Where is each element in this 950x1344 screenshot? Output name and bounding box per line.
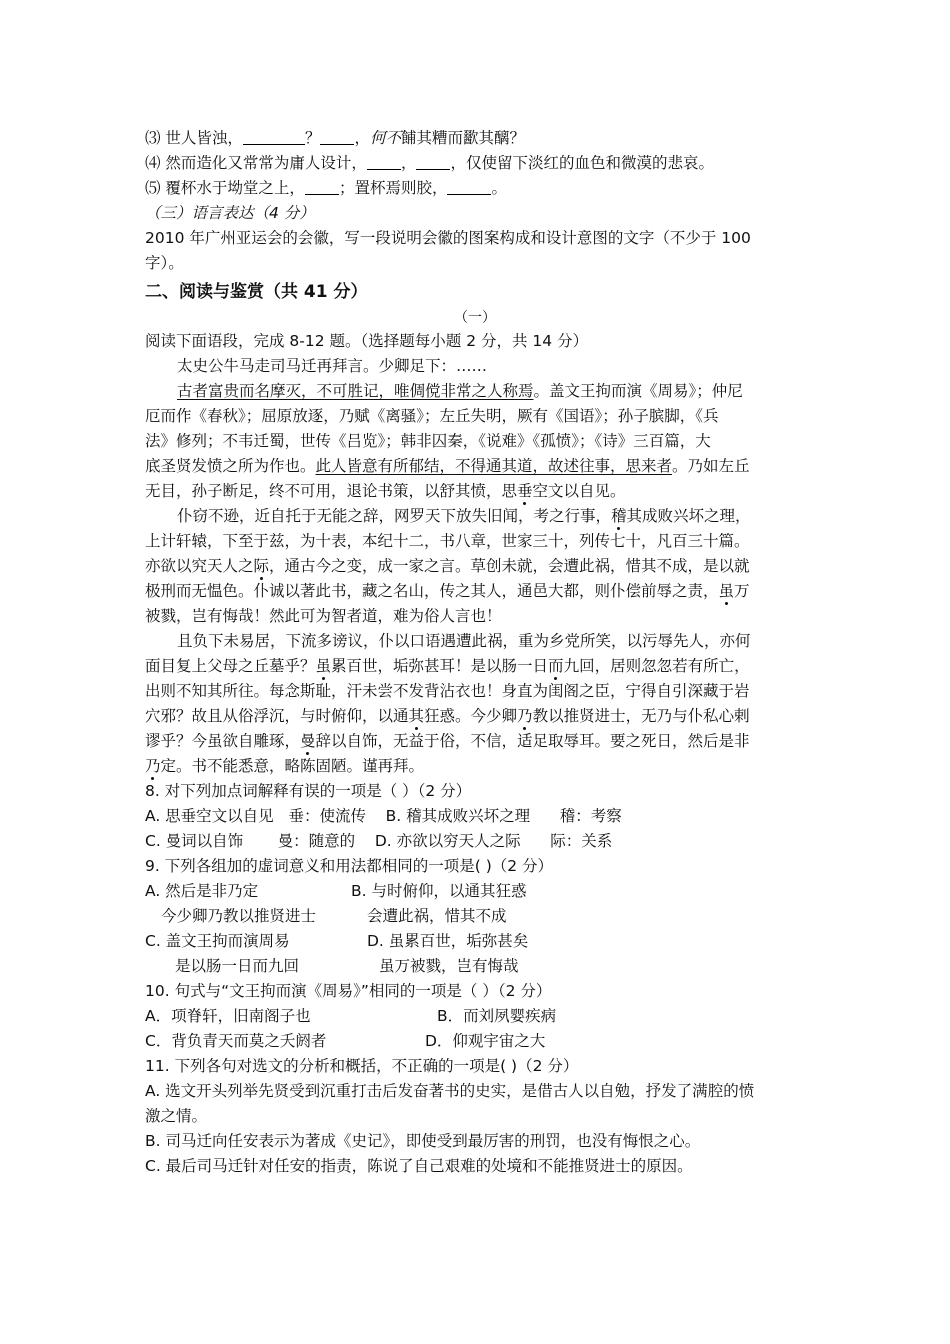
reading-instruction: 阅读下面语段，完成 8-12 题。（选择题每小题 2 分，共 14 分） (145, 332, 589, 350)
text: 教以推贤进士，无乃与仆私心剌 (532, 707, 750, 725)
text: ⑸ 覆杯水于坳堂之上， (145, 179, 305, 197)
option-b-line2: 会遭此祸，惜其不成 (367, 907, 507, 925)
text: 其成败兴坏之理， (626, 507, 751, 525)
fill-item-5 (145, 176, 805, 201)
text: 无目，孙子断足，终不可用，退论书策，以舒其愤，思 (145, 482, 518, 500)
answer-blank[interactable] (367, 153, 401, 170)
text: ；置杯焉则胶， (338, 179, 448, 197)
text: 定。书不能悉意，略陈固陋。谨再拜。 (160, 757, 425, 775)
passage-line: 且负下未易居，下流多谤议，仆以口语遇遭此祸，重为乡党所笑，以污辱先人，亦何 (177, 632, 751, 650)
text: 极刑而无愠色。仆诚以著此书，藏之名山，传之其人，通邑大都，则仆偿前辱之责， (145, 582, 719, 600)
question-11-option-c[interactable]: C. 最后司马迁针对任安的指责，陈说了自己艰难的处境和不能推贤进士的原因。 (145, 1157, 693, 1175)
dotted-word: 虽 (718, 582, 735, 600)
dotted-word: 际 (253, 557, 270, 575)
text: 。盖文王拘而演《周易》；仲尼 (533, 382, 743, 400)
answer-blank[interactable] (305, 178, 339, 195)
passage-line (145, 554, 805, 579)
text: ⑷ 然而造化又常常为庸人设计， (145, 154, 367, 172)
text: 。 (491, 179, 507, 197)
answer-blank[interactable] (320, 128, 354, 145)
text: 。乃如左丘 (672, 457, 750, 475)
passage-line (145, 379, 805, 404)
dotted-word: 乃 (517, 707, 533, 725)
question-8: 8. 对下列加点词解释有误的一项是（ ）（2 分） (145, 782, 472, 800)
question-9-options (145, 929, 805, 954)
exam-page (145, 126, 805, 1179)
passage-line (145, 704, 805, 729)
text: ，仅使留下淡红的血色和微漠的悲哀。 (450, 154, 714, 172)
passage-line: 太史公牛马走司马迁再拜言。少卿足下：…… (177, 357, 488, 375)
text: 何不 (369, 129, 401, 147)
question-9: 9. 下列各组加的虚词意义和用法都相同的一项是( )（2 分） (145, 857, 554, 875)
text: 狂惑。今少卿 (424, 707, 518, 725)
text: 谬乎？今虽欲自雕琢， (145, 732, 301, 750)
text: ， (400, 154, 417, 172)
text: ⑶ 世人皆浊， (145, 129, 243, 147)
option-d[interactable]: D. 虽累百世，垢弥甚矣 (367, 932, 529, 950)
question-8-options: A. 思垂空文以自见 垂：使流传 B. 稽其成败兴坏之理 稽：考察 (145, 807, 622, 825)
part-label: （一） (454, 310, 496, 326)
dotted-word: 而 (548, 657, 564, 675)
passage-line (145, 479, 805, 504)
question-11-option-a-cont: 激之情。 (145, 1107, 208, 1125)
section-reading-title: 二、阅读与鉴赏（共 41 分） (145, 282, 368, 302)
text: 累百世，垢弥甚耳！是以肠一日 (331, 657, 549, 675)
fill-item-3 (145, 126, 805, 151)
passage-line: 出则不知其所往。每念斯耻，汗未尝不发背沾衣也！身直为闺阁之臣，宁得自引深藏于岩 (145, 682, 750, 700)
option-c-line2: 是以肠一日而九回 (175, 957, 300, 975)
passage-line (145, 729, 805, 754)
dotted-word: 其 (408, 707, 425, 725)
question-10-options (145, 1004, 805, 1029)
question-10: 10. 句式与“文王拘而演《周易》”相同的一项是（ ）（2 分） (145, 982, 552, 1000)
text: 九回，居则忽忽若有所亡， (563, 657, 750, 675)
question-11-option-a[interactable]: A. 选文开头列举先贤受到沉重打击后发奋著书的史实，是借古人以自勉，抒发了满腔的愤 (145, 1082, 755, 1100)
passage-line: 法》修列；不韦迁蜀，世传《吕览》；韩非囚秦，《说难》《孤愤》；《诗》三百篇，大 (145, 432, 711, 450)
dotted-word: 乃 (145, 757, 161, 775)
passage-line (145, 454, 805, 479)
question-11: 11. 下列各句对选文的分析和概括，不正确的一项是( )（2 分） (145, 1057, 579, 1075)
passage-line (145, 754, 805, 779)
option-c[interactable]: C．背负青天而莫之夭阏者 (145, 1032, 327, 1050)
text: 面目复上父母之丘墓乎？ (145, 657, 316, 675)
section-expression-title: （三）语言表达（4 分） (145, 204, 315, 222)
option-a[interactable]: A．项脊轩，旧南阁子也 (145, 1007, 311, 1025)
option-d-line2: 虽万被戮，岂有悔哉 (379, 957, 519, 975)
text: 亦欲以究天人之 (145, 557, 254, 575)
option-a[interactable]: A. 然后是非乃定 (145, 882, 259, 900)
option-d[interactable]: D．仰观宇宙之大 (425, 1032, 546, 1050)
text: 餔其糟而歠其醨？ (400, 129, 525, 147)
text: ？ (304, 129, 321, 147)
answer-blank[interactable] (243, 128, 305, 145)
text: 底圣贤发愤之所为作也。 (145, 457, 316, 475)
text: ， (354, 129, 370, 147)
passage-line (145, 504, 805, 529)
dotted-word: 虽 (315, 657, 332, 675)
text: 辞以自饰，无益于俗，不信，适足取辱耳。要之死日，然后是非 (315, 732, 750, 750)
text: 空文以自见。 (532, 482, 626, 500)
dotted-word: 曼 (300, 732, 316, 750)
text: 万 (734, 582, 750, 600)
passage-line: 被戮，岂有悔哉！然此可为智者道，难为俗人言也！ (145, 607, 502, 625)
passage-line (145, 579, 805, 604)
option-a-line2: 今少卿乃教以推贤进士 (161, 907, 317, 925)
dotted-word: 稽 (611, 507, 627, 525)
question-9-options (145, 879, 805, 904)
option-c[interactable]: C. 盖文王拘而演周易 (145, 932, 290, 950)
dotted-word: 垂 (517, 482, 533, 500)
answer-blank[interactable] (416, 153, 450, 170)
text: 仆窃不逊，近自托于无能之辞，网罗天下放失旧闻，考之行事， (177, 507, 612, 525)
question-10-options (145, 1029, 805, 1054)
fill-item-4 (145, 151, 805, 176)
question-9-options (145, 954, 805, 979)
passage-line: 上计轩辕，下至于兹，为十表，本纪十二，书八章，世家三十，列传七十，凡百三十篇。 (145, 532, 750, 550)
option-b[interactable]: B．而刘夙婴疾病 (437, 1007, 557, 1025)
question-8-options: C. 曼词以自饰 曼：随意的 D. 亦欲以穷天人之际 际：关系 (145, 832, 613, 850)
text: 穴邪？故且从俗浮沉，与时俯仰，以通 (145, 707, 409, 725)
text: ，通古今之变，成一家之言。草创未就，会遭此祸，惜其不成，是以就 (269, 557, 750, 575)
option-b[interactable]: B. 与时俯仰，以通其狂惑 (351, 882, 527, 900)
underlined-sentence: 古者富贵而名摩灭，不可胜记，唯倜傥非常之人称焉 (177, 382, 534, 400)
expression-prompt-line: 字）。 (145, 254, 184, 272)
passage-line: 厄而作《春秋》；屈原放逐，乃赋《离骚》；左丘失明，厥有《国语》；孙子膑脚，《兵 (145, 407, 719, 425)
question-9-options (145, 904, 805, 929)
underlined-sentence: 此人皆意有所郁结，不得通其道，故述往事，思来者 (315, 457, 673, 475)
question-11-option-b[interactable]: B. 司马迁向任安表示为著成《史记》，即使受到最厉害的刑罚，也没有悔恨之心。 (145, 1132, 701, 1150)
answer-blank[interactable] (447, 178, 491, 195)
expression-prompt-line: 2010 年广州亚运会的会徽，写一段说明会徽的图案构成和设计意图的文字（不少于 100 (145, 229, 751, 247)
passage-line (145, 654, 805, 679)
